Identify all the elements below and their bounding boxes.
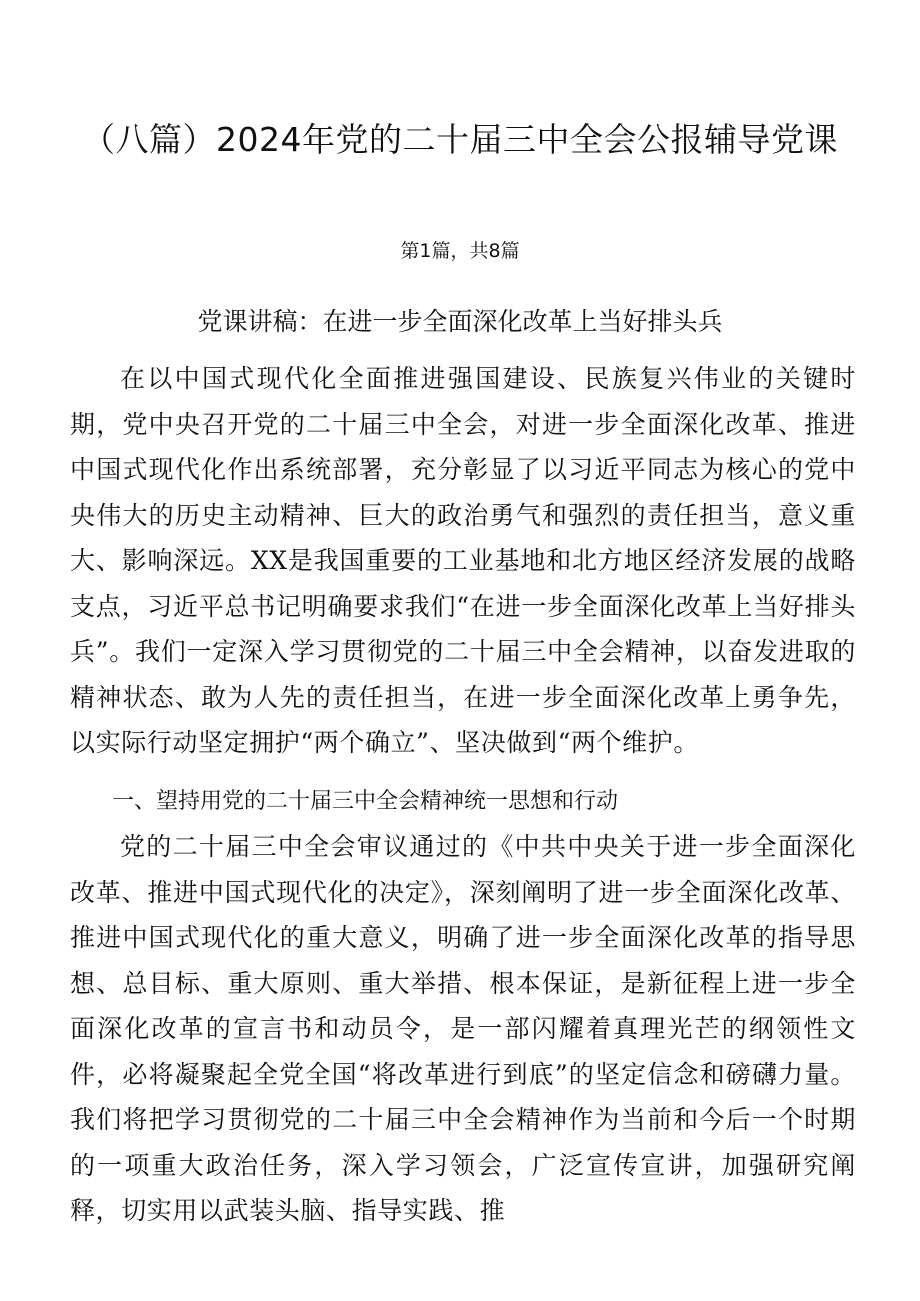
body-paragraph-section-1: 党的二十届三中全会审议通过的《中共中央关于进一步全面深化改革、推进中国式现代化的决定》，深刻阐明了进一步全面深化改革、推进中国式现代化的重大意义，明确了进一步全面深化改革的指导思想、总目标、重大原则、重大举措、根本保证，是新征程上进一步全面深化改革的宣言书和动员令，是一部闪耀着真理光芒的纲领性文件，必将凝聚起全党全国“将改革进行到底”的坚定信念和磅礴力量。我们将把学习贯彻党的二十届三中全会精神作为当前和今后一个时期的一项重大政治任务，深入学习领会，广泛宣传宣讲，加强研究阐释，切实用以武装头脑、指导实践、推 bbox=[70, 832, 856, 1225]
section-heading: 一、望持用党的二十届三中全会精神统一思想和行动 bbox=[112, 789, 619, 814]
article-counter: 第1篇，共8篇 bbox=[400, 240, 520, 262]
article-title: 党课讲稿：在进一步全面深化改革上当好排头兵 bbox=[197, 307, 723, 336]
document-title: （八篇）2024年党的二十届三中全会公报辅导党课 bbox=[82, 120, 838, 159]
body-paragraph-intro: 在以中国式现代化全面推进强国建设、民族复兴伟业的关键时期，党中央召开党的二十届三中全会，对进一步全面深化改革、推进中国式现代化作出系统部署，充分彰显了以习近平同志为核心的党中央伟大的历史主动精神、巨大的政治勇气和强烈的责任担当，意义重大、影响深远。XX是我国重要的工业基地和北方地区经济发展的战略支点，习近平总书记明确要求我们“在进一步全面深化改革上当好排头兵”。我们一定深入学习贯彻党的二十届三中全会精神，以奋发进取的精神状态、敢为人先的责任担当，在进一步全面深化改革上勇争先，以实际行动坚定拥护“两个确立”、坚决做到“两个维护。 bbox=[70, 364, 856, 757]
